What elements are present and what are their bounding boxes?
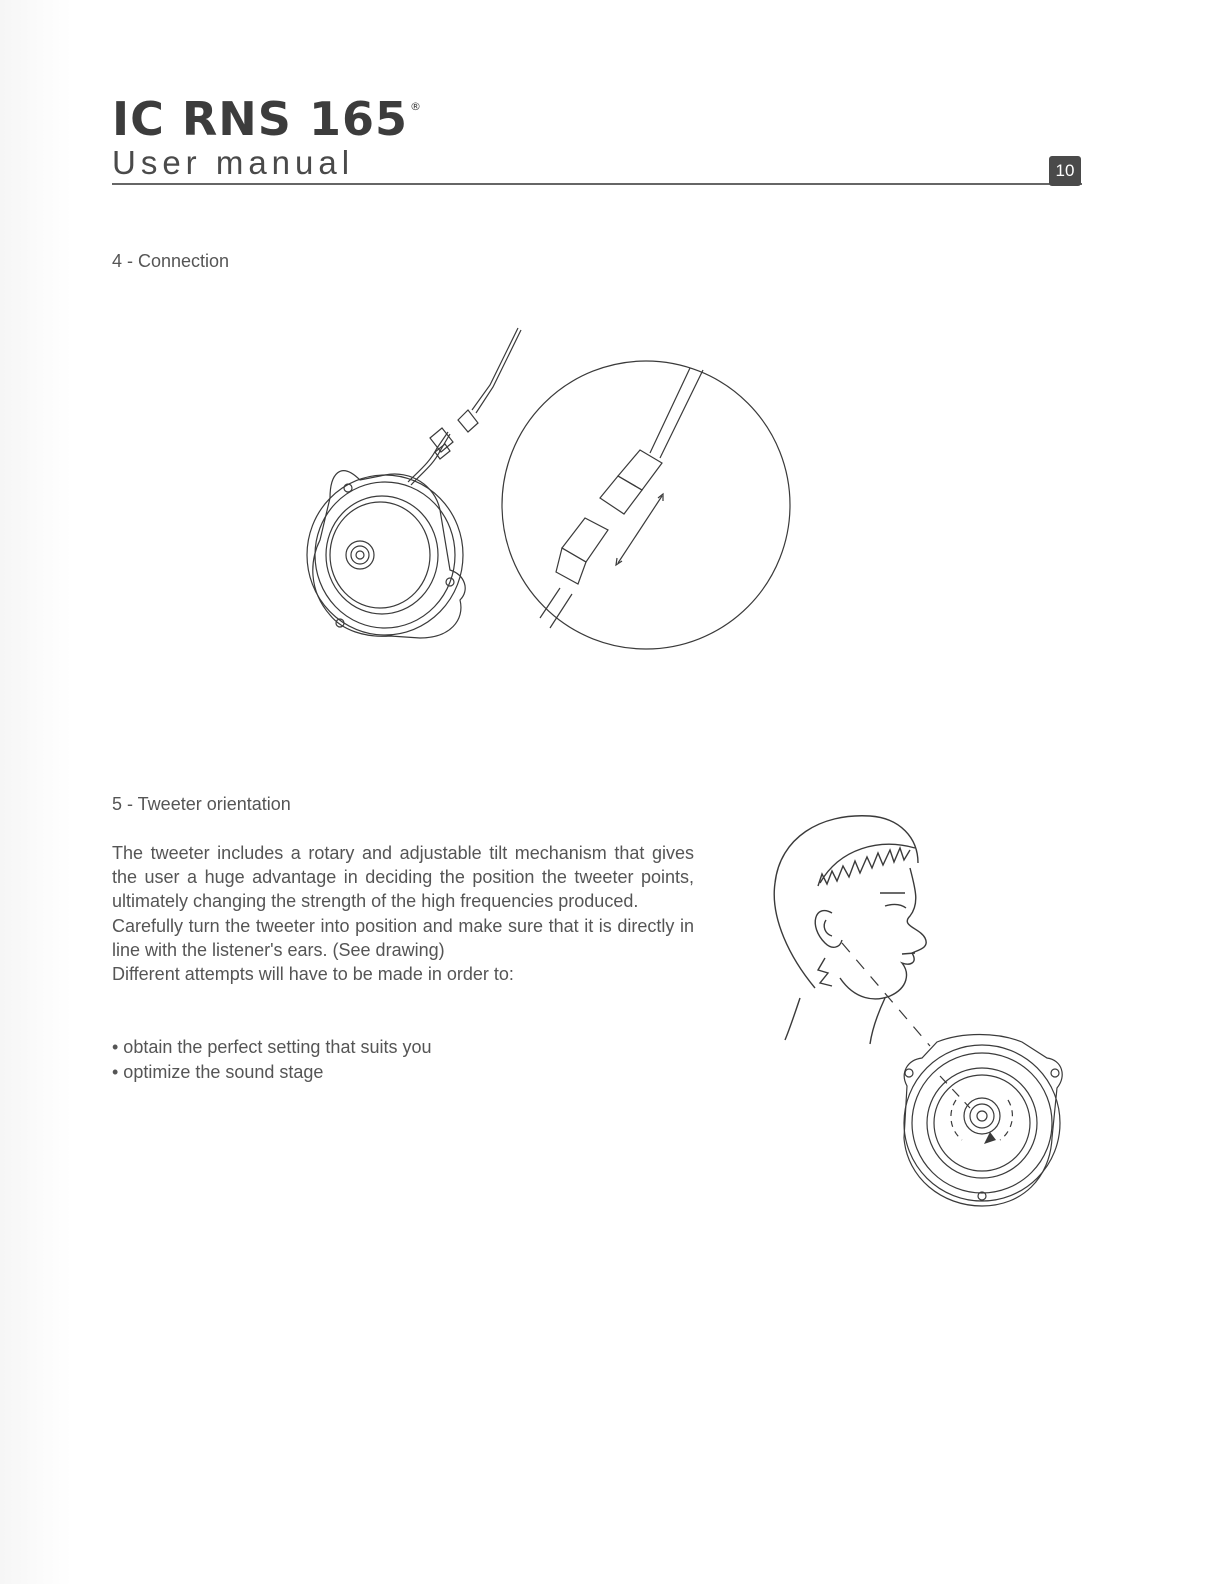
zoom-circle bbox=[502, 361, 790, 649]
orientation-bullet-list bbox=[112, 1035, 432, 1084]
connector-female bbox=[562, 518, 608, 562]
neck bbox=[785, 998, 800, 1040]
orientation-paragraph-1: The tweeter includes a rotary and adjustable tilt mechanism that gives the user a huge advantage in deciding the position the tweeter points, ultimately changing the strength of the high frequencies produced. bbox=[112, 843, 694, 912]
product-title: IC RNS 165 ® bbox=[112, 92, 422, 146]
orientation-description bbox=[112, 841, 694, 986]
scan-edge-shading bbox=[0, 0, 72, 1584]
listener-head-illustration bbox=[770, 808, 950, 1048]
oriented-speaker-illustration bbox=[892, 1028, 1070, 1210]
head-outline bbox=[774, 816, 918, 988]
rotation-arc bbox=[951, 1100, 962, 1140]
face-profile bbox=[840, 868, 926, 999]
page-number-badge: 10 bbox=[1049, 156, 1081, 186]
section-title-orientation: 5 - Tweeter orientation bbox=[112, 794, 291, 814]
registered-mark: ® bbox=[409, 100, 422, 113]
speaker-cone bbox=[326, 496, 438, 614]
connector-male bbox=[618, 450, 662, 490]
bullet-item: • obtain the perfect setting that suits you bbox=[112, 1037, 432, 1057]
section-title-connection: 4 - Connection bbox=[112, 251, 230, 271]
orientation-paragraph-3: Different attempts will have to be made in order to: bbox=[112, 964, 514, 985]
speaker-frame bbox=[904, 1035, 1062, 1207]
insert-arrow bbox=[618, 496, 662, 563]
speaker-cone bbox=[927, 1068, 1037, 1178]
orientation-paragraph-2: Carefully turn the tweeter into position and make sure that it is directly in line with the listener's ears. (See drawing) bbox=[112, 915, 694, 960]
header-rule bbox=[112, 183, 1082, 185]
tweeter bbox=[346, 541, 374, 569]
document-subtitle: User manual bbox=[112, 144, 355, 181]
connector-detail-zoom bbox=[500, 358, 792, 652]
speaker-frame bbox=[313, 471, 465, 638]
ear bbox=[815, 911, 842, 948]
bullet-item: • optimize the sound stage bbox=[112, 1061, 324, 1082]
